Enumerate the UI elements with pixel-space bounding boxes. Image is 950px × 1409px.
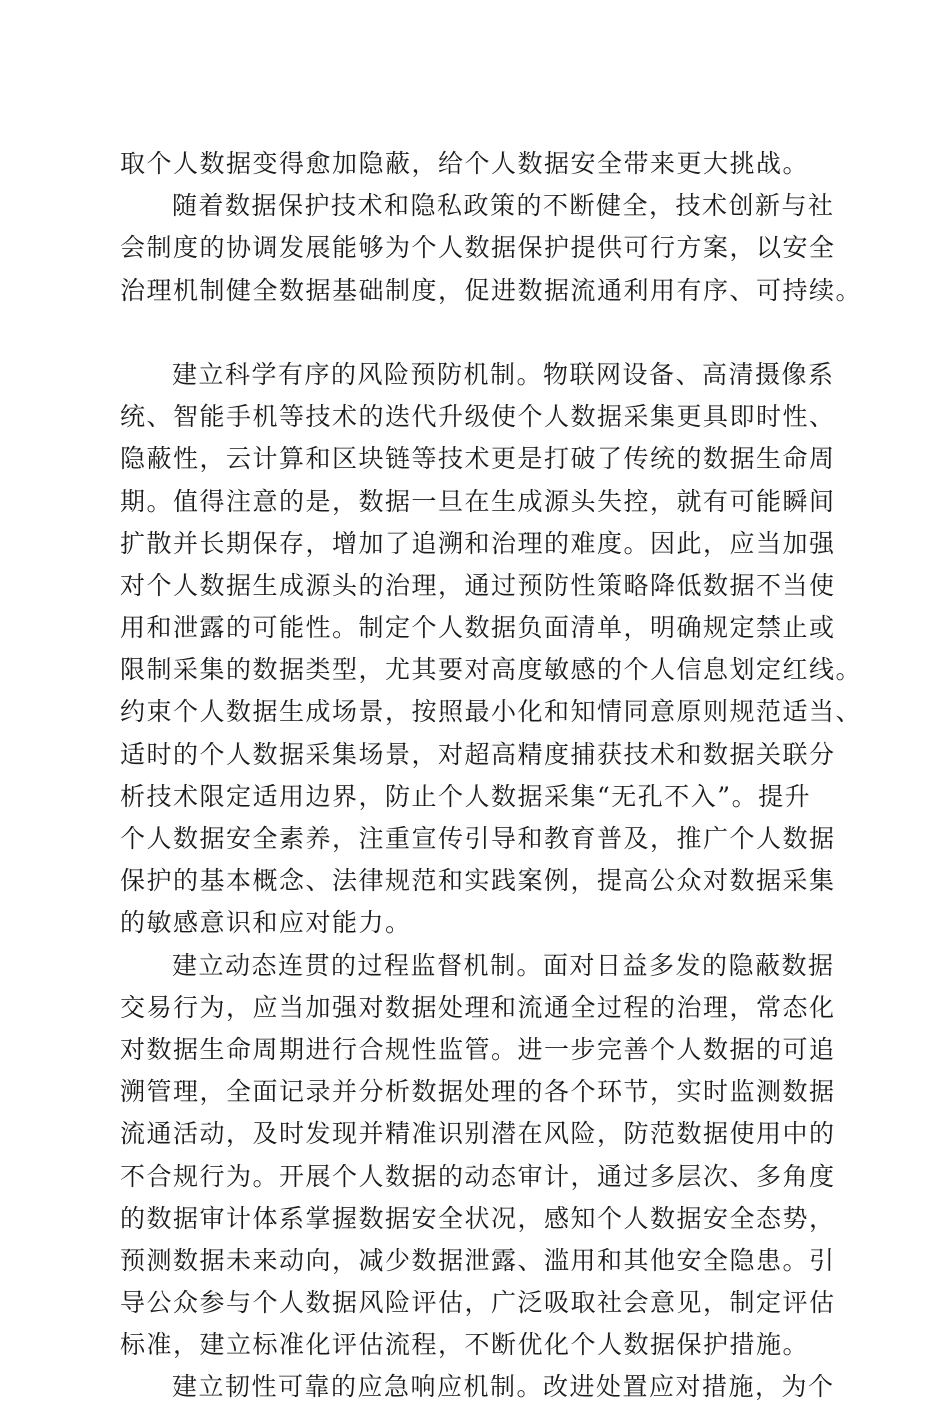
text-line: 限制采集的数据类型，尤其要对高度敏感的个人信息划定红线。 — [120, 655, 863, 685]
text-line: 个人数据安全素养，注重宣传引导和教育普及，推广个人数据 — [120, 824, 836, 853]
document-page — [120, 143, 863, 1409]
text-line: 对数据生命周期进行合规性监管。进一步完善个人数据的可追 — [120, 1034, 836, 1064]
paragraph-intro — [120, 185, 863, 312]
text-line: 析技术限定适用边界，防止个人数据采集“无孔不入”。提升 — [120, 781, 812, 811]
paragraph-process-supervision — [120, 945, 848, 1367]
text-line: 不合规行为。开展个人数据的动态审计，通过多层次、多角度 — [120, 1161, 836, 1191]
text-line: 保护的基本概念、法律规范和实践案例，提高公众对数据采集 — [120, 866, 836, 896]
text-line: 期。值得注意的是，数据一旦在生成源头失控，就有可能瞬间 — [120, 486, 836, 516]
text-line: 扩散并长期保存，增加了追溯和治理的难度。因此，应当加强 — [120, 528, 836, 558]
text-line: 隐蔽性，云计算和区块链等技术更是打破了传统的数据生命周 — [120, 444, 836, 474]
text-line: 统、智能手机等技术的迭代升级使个人数据采集更具即时性、 — [120, 402, 836, 432]
text-line: 建立韧性可靠的应急响应机制。改进处置应对措施，为个 — [172, 1372, 835, 1402]
text-line: 的敏感意识和应对能力。 — [120, 908, 412, 938]
text-line: 建立动态连贯的过程监督机制。面对日益多发的隐蔽数据 — [172, 950, 835, 980]
text-line: 取个人数据变得愈加隐蔽，给个人数据安全带来更大挑战。 — [120, 149, 810, 178]
text-line: 导公众参与个人数据风险评估，广泛吸取社会意见，制定评估 — [120, 1288, 836, 1318]
text-line: 约束个人数据生成场景，按照最小化和知情同意原则规范适当、 — [120, 697, 863, 727]
text-line: 适时的个人数据采集场景，对超高精度捕获技术和数据关联分 — [120, 739, 836, 769]
text-line: 预测数据未来动向，减少数据泄露、滥用和其他安全隐患。引 — [120, 1245, 836, 1275]
text-line: 用和泄露的可能性。制定个人数据负面清单，明确规定禁止或 — [120, 613, 836, 643]
text-line: 交易行为，应当加强对数据处理和流通全过程的治理，常态化 — [120, 992, 836, 1022]
text-line: 溯管理，全面记录并分析数据处理的各个环节，实时监测数据 — [120, 1077, 836, 1107]
text-line: 的数据审计体系掌握数据安全状况，感知个人数据安全态势， — [120, 1203, 836, 1233]
text-line: 流通活动，及时发现并精准识别潜在风险，防范数据使用中的 — [120, 1119, 836, 1149]
text-line: 治理机制健全数据基础制度，促进数据流通利用有序、可持续。 — [120, 275, 863, 305]
paragraph-gap — [120, 312, 848, 354]
paragraph-emergency-response — [120, 1366, 848, 1408]
text-line: 随着数据保护技术和隐私政策的不断健全，技术创新与社 — [172, 191, 835, 221]
text-line: 会制度的协调发展能够为个人数据保护提供可行方案，以安全 — [120, 233, 836, 263]
text-line: 标准，建立标准化评估流程，不断优化个人数据保护措施。 — [120, 1330, 810, 1360]
paragraph-risk-prevention — [120, 354, 863, 945]
text-line: 对个人数据生成源头的治理，通过预防性策略降低数据不当使 — [120, 570, 836, 600]
paragraph-continuation — [120, 143, 848, 185]
text-line: 建立科学有序的风险预防机制。物联网设备、高清摄像系 — [172, 359, 835, 389]
